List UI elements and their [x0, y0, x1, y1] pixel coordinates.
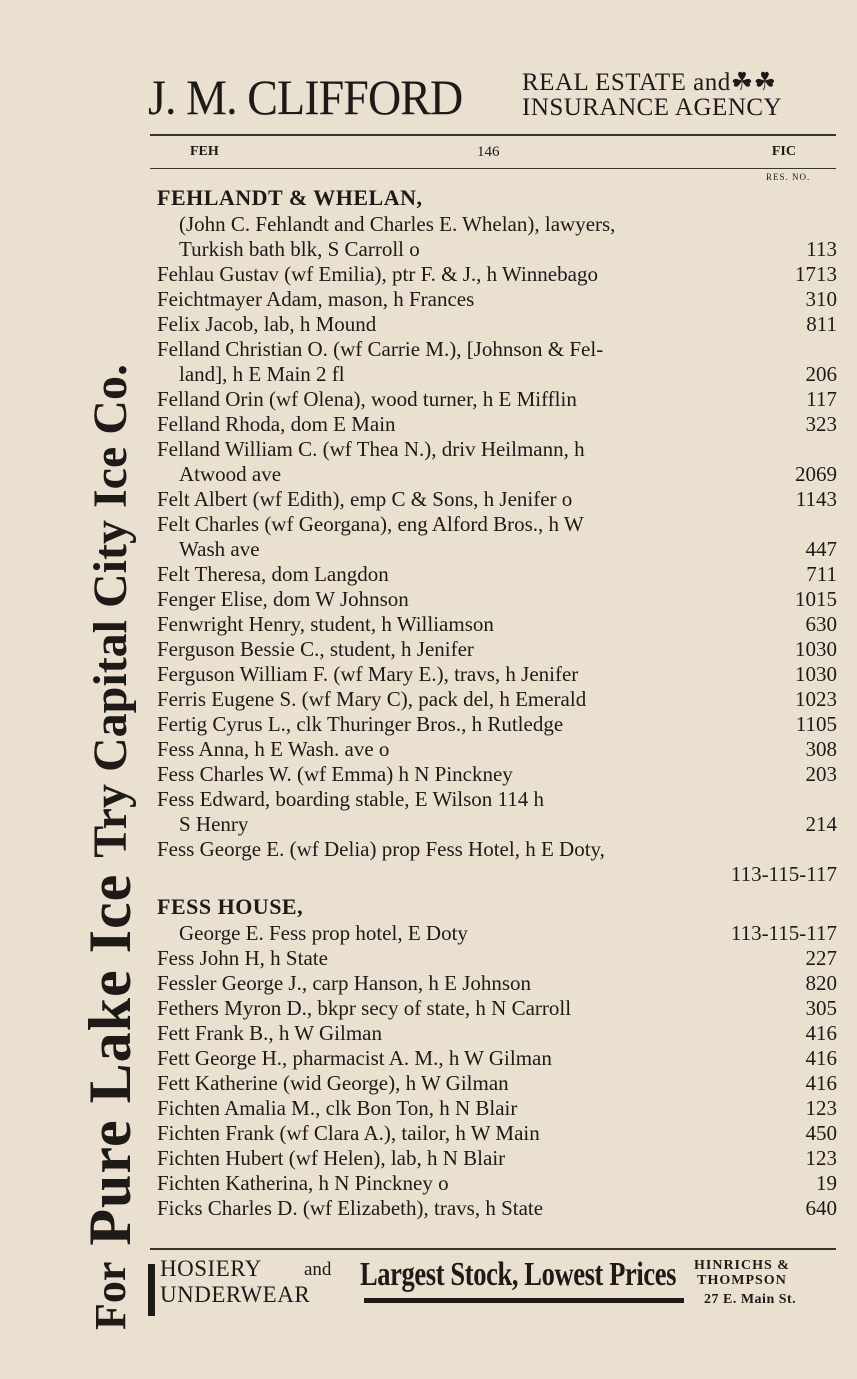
directory-entry [157, 996, 837, 1021]
entry-text: Atwood ave [179, 462, 282, 486]
directory-entry [157, 437, 837, 462]
footer-ad-store [694, 1258, 790, 1288]
entry-text: Fess Anna, h E Wash. ave o [157, 737, 390, 761]
entry-residence-number: 1713 [795, 262, 837, 286]
entry-residence-number: 711 [806, 562, 837, 586]
entry-continuation [157, 362, 837, 387]
entry-text: Fess John H, h State [157, 946, 328, 970]
entry-text: FESS HOUSE, [157, 894, 304, 919]
entry-residence-number: 113-115-117 [730, 862, 837, 886]
entry-heading [157, 184, 837, 212]
directory-entry [157, 337, 837, 362]
directory-entry [157, 837, 837, 862]
entry-text: Ferguson William F. (wf Mary E.), travs, h Jenifer [157, 662, 579, 686]
directory-entry [157, 287, 837, 312]
entry-text: Fett Frank B., h W Gilman [157, 1021, 382, 1045]
footer-ad-bar [148, 1264, 155, 1316]
entry-continuation [157, 462, 837, 487]
directory-entry [157, 1071, 837, 1096]
running-head-rule [150, 168, 836, 169]
entry-residence-number: 1023 [795, 687, 837, 711]
entry-residence-number: 416 [805, 1046, 837, 1070]
directory-entries [157, 184, 837, 1221]
entry-residence-number: 640 [805, 1196, 837, 1220]
header-ad-name: J. M. CLIFFORD [148, 69, 463, 125]
entry-continuation [157, 862, 837, 887]
entry-residence-number: 323 [805, 412, 837, 436]
res-no-label: RES. NO. [766, 172, 811, 182]
entry-text: Fethers Myron D., bkpr secy of state, h N Carroll [157, 996, 572, 1020]
entry-residence-number: 117 [806, 387, 837, 411]
entry-text: Fett Katherine (wid George), h W Gilman [157, 1071, 509, 1095]
directory-entry [157, 1146, 837, 1171]
directory-entry [157, 946, 837, 971]
entry-text: S Henry [179, 812, 249, 836]
entry-text: Ficks Charles D. (wf Elizabeth), travs, h State [157, 1196, 544, 1220]
entry-continuation [157, 921, 837, 946]
entry-text: Fertig Cyrus L., clk Thuringer Bros., h Rutledge [157, 712, 564, 736]
directory-entry [157, 637, 837, 662]
entry-residence-number: 203 [805, 762, 837, 786]
entry-text: Fichten Frank (wf Clara A.), tailor, h W Main [157, 1121, 540, 1145]
entry-text: Ferguson Bessie C., student, h Jenifer [157, 637, 474, 661]
side-ad-try: Try [83, 784, 137, 858]
directory-entry [157, 487, 837, 512]
directory-entry [157, 312, 837, 337]
entry-text: Fess George E. (wf Delia) prop Fess Hotel, h E Doty, [157, 837, 605, 861]
directory-entry [157, 1171, 837, 1196]
header-rule [150, 134, 836, 136]
entry-residence-number: 123 [805, 1096, 837, 1120]
entry-residence-number: 310 [805, 287, 837, 311]
page-number: 146 [477, 144, 500, 160]
directory-entry [157, 1096, 837, 1121]
header-ad-line2: INSURANCE AGENCY [522, 94, 783, 121]
side-advertisement [78, 60, 142, 1330]
entry-residence-number: 113-115-117 [730, 921, 837, 945]
directory-entry [157, 387, 837, 412]
directory-entry [157, 737, 837, 762]
entry-text: Fenger Elise, dom W Johnson [157, 587, 409, 611]
entry-text: FEHLANDT & WHELAN, [157, 185, 423, 210]
entry-text: Felland Christian O. (wf Carrie M.), [Johnson & Fel- [157, 337, 604, 361]
directory-entry [157, 787, 837, 812]
entry-continuation [157, 537, 837, 562]
directory-entry [157, 712, 837, 737]
footer-rule [150, 1248, 836, 1250]
entry-residence-number: 416 [805, 1071, 837, 1095]
directory-entry [157, 1046, 837, 1071]
directory-entry [157, 762, 837, 787]
running-head-left: FEH [190, 144, 219, 159]
entry-heading [157, 893, 837, 921]
entry-residence-number: 1015 [795, 587, 837, 611]
directory-entry [157, 1121, 837, 1146]
entry-residence-number: 227 [805, 946, 837, 970]
footer-ad-store-line1: HINRICHS & [694, 1258, 790, 1273]
running-head-right: FIC [771, 144, 796, 159]
footer-ad-address: 27 E. Main St. [704, 1292, 797, 1307]
header-ad-tagline [522, 70, 782, 120]
footer-ad-underwear: UNDERWEAR [160, 1282, 311, 1307]
directory-entry [157, 262, 837, 287]
entry-text: Feichtmayer Adam, mason, h Frances [157, 287, 475, 311]
directory-entry [157, 662, 837, 687]
directory-entry [157, 1196, 837, 1221]
entry-text: Wash ave [179, 537, 260, 561]
directory-entry [157, 562, 837, 587]
entry-text: Felt Charles (wf Georgana), eng Alford Bros., h W [157, 512, 584, 536]
running-head [150, 144, 836, 166]
entry-continuation [157, 812, 837, 837]
entry-text: Felt Albert (wf Edith), emp C & Sons, h Jenifer o [157, 487, 573, 511]
header-ad-line1: REAL ESTATE and☘☘ [522, 69, 777, 96]
directory-entry [157, 587, 837, 612]
entry-text: Fenwright Henry, student, h Williamson [157, 612, 494, 636]
entry-text: Fessler George J., carp Hanson, h E Johnson [157, 971, 532, 995]
entry-text: Fess Charles W. (wf Emma) h N Pinckney [157, 762, 513, 786]
entry-residence-number: 113 [806, 237, 837, 261]
entry-residence-number: 450 [805, 1121, 837, 1145]
entry-text: Ferris Eugene S. (wf Mary C), pack del, h Emerald [157, 687, 587, 711]
entry-continuation [157, 237, 837, 262]
footer-ad-hosiery: HOSIERY [160, 1256, 262, 1281]
entry-text: Fett George H., pharmacist A. M., h W Gilman [157, 1046, 552, 1070]
entry-text: Felt Theresa, dom Langdon [157, 562, 389, 586]
entry-residence-number: 630 [805, 612, 837, 636]
entry-residence-number: 1030 [795, 662, 837, 686]
entry-text: George E. Fess prop hotel, E Doty [179, 921, 468, 945]
side-ad-company: Capital City Ice Co. [83, 364, 137, 772]
entry-text: Turkish bath blk, S Carroll o [179, 237, 420, 261]
entry-residence-number: 811 [806, 312, 837, 336]
footer-ad-and: and [304, 1259, 332, 1280]
entry-text: Felland William C. (wf Thea N.), driv Heilmann, h [157, 437, 585, 461]
entry-residence-number: 820 [805, 971, 837, 995]
entry-text: Fichten Hubert (wf Helen), lab, h N Blair [157, 1146, 506, 1170]
directory-entry [157, 512, 837, 537]
side-ad-pure-lake-ice: Pure Lake Ice [76, 873, 143, 1246]
entry-residence-number: 416 [805, 1021, 837, 1045]
entry-text: Fichten Amalia M., clk Bon Ton, h N Blair [157, 1096, 518, 1120]
directory-entry [157, 971, 837, 996]
entry-residence-number: 19 [816, 1171, 837, 1195]
entry-text: Felland Orin (wf Olena), wood turner, h E Mifflin [157, 387, 577, 411]
entry-text: Fichten Katherina, h N Pinckney o [157, 1171, 449, 1195]
entry-residence-number: 1030 [795, 637, 837, 661]
entry-text: Fess Edward, boarding stable, E Wilson 114 h [157, 787, 545, 811]
entry-residence-number: 308 [805, 737, 837, 761]
entry-text: Felix Jacob, lab, h Mound [157, 312, 377, 336]
entry-residence-number: 206 [805, 362, 837, 386]
entry-residence-number: 123 [805, 1146, 837, 1170]
entry-residence-number: 1143 [795, 487, 837, 511]
footer-ad-slogan: Largest Stock, Lowest Prices [360, 1256, 677, 1293]
footer-advertisement [148, 1256, 838, 1316]
directory-entry [157, 412, 837, 437]
header-advertisement [148, 66, 838, 136]
entry-text: Fehlau Gustav (wf Emilia), ptr F. & J., h Winnebago [157, 262, 598, 286]
entry-text: Felland Rhoda, dom E Main [157, 412, 396, 436]
entry-text: (John C. Fehlandt and Charles E. Whelan), lawyers, [179, 212, 616, 236]
entry-residence-number: 447 [805, 537, 837, 561]
entry-residence-number: 214 [805, 812, 837, 836]
side-ad-for: For [85, 1261, 135, 1330]
entry-residence-number: 1105 [795, 712, 837, 736]
entry-residence-number: 305 [805, 996, 837, 1020]
entry-text: land], h E Main 2 fl [179, 362, 345, 386]
directory-entry [157, 1021, 837, 1046]
footer-ad-underline [364, 1298, 684, 1303]
entry-continuation [157, 212, 837, 237]
entry-residence-number: 2069 [795, 462, 837, 486]
directory-entry [157, 612, 837, 637]
footer-ad-store-line2: THOMPSON [697, 1273, 787, 1288]
directory-entry [157, 687, 837, 712]
